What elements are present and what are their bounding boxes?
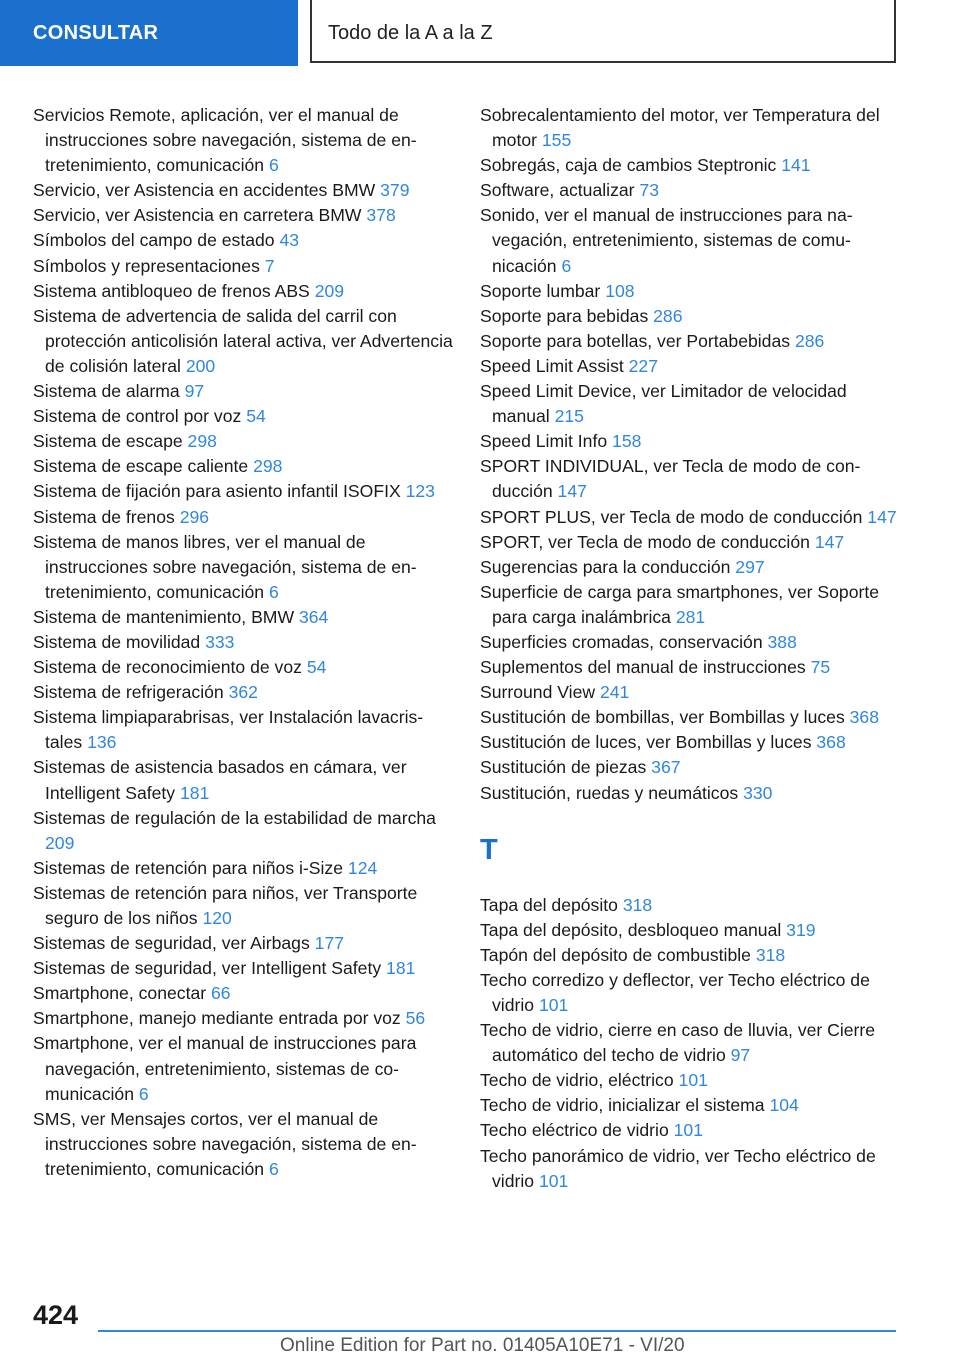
index-page-link[interactable]: 333: [205, 631, 235, 652]
index-entry-text: Techo eléctrico de vidrio: [480, 1120, 669, 1141]
index-page-link[interactable]: 286: [653, 305, 683, 326]
index-entry: [33, 530, 453, 605]
index-entry-text: Techo panorámico de vidrio, ver Techo eléctrico de vidrio: [480, 1145, 876, 1191]
index-page-link[interactable]: 330: [743, 782, 773, 803]
index-page-link[interactable]: 281: [675, 606, 706, 627]
index-entry-text: Sistema de frenos: [33, 506, 175, 527]
index-entry: [480, 429, 900, 454]
index-page-link[interactable]: 6: [561, 255, 572, 276]
index-entry-text: Smartphone, manejo mediante entrada por voz: [33, 1008, 401, 1029]
index-page-link[interactable]: 177: [314, 933, 345, 954]
index-entry-text: Servicio, ver Asistencia en accidentes BMW: [33, 180, 376, 201]
index-entry-text: Sistema de manos libres, ver el manual de instrucciones sobre navegación, sistema de entretenimiento, comunicación: [33, 531, 417, 602]
index-letter-heading: T: [480, 833, 498, 866]
index-entry-text: Tapa del depósito, desbloqueo manual: [480, 919, 782, 940]
index-entry-text: Surround View: [480, 682, 596, 703]
index-page-link[interactable]: 101: [678, 1070, 708, 1091]
index-entry-text: Sobrecalentamiento del motor, ver Temperatura del motor: [480, 105, 880, 151]
index-entry: [480, 203, 900, 278]
index-page-link[interactable]: 6: [268, 581, 279, 602]
footer-edition: Online Edition for Part no. 01405A10E71 - VI/20: [280, 1335, 685, 1356]
index-entry: [33, 279, 453, 304]
index-page-link[interactable]: 155: [541, 130, 572, 151]
index-entry-text: Sistemas de asistencia basados en cámara, ver Intelligent Safety: [33, 757, 407, 803]
index-entry: [33, 304, 453, 379]
index-entry: [480, 279, 900, 304]
index-entry: [480, 918, 900, 943]
index-page-link[interactable]: 7: [264, 255, 275, 276]
index-entry-text: Sugerencias para la conducción: [480, 556, 731, 577]
index-entry: [480, 454, 900, 504]
index-entry: [33, 881, 453, 931]
index-entry-text: Soporte para bebidas: [480, 305, 649, 326]
index-entry-text: Sistema de control por voz: [33, 406, 242, 427]
index-entry-text: Soporte para botellas, ver Portabebidas: [480, 330, 791, 351]
index-page-link[interactable]: 209: [314, 280, 345, 301]
index-page-link[interactable]: 298: [253, 456, 283, 477]
index-page-link[interactable]: 298: [187, 431, 217, 452]
index-entry-text: Superficies cromadas, conservación: [480, 631, 763, 652]
index-page-link[interactable]: 215: [554, 406, 584, 427]
index-page-link[interactable]: 318: [755, 944, 786, 965]
index-entry-text: Techo corredizo y deflector, ver Techo eléctrico de vidrio: [480, 969, 870, 1015]
index-entry-text: Sistemas de retención para niños i-Size: [33, 857, 344, 878]
index-page-link[interactable]: 181: [386, 958, 416, 979]
index-page-link[interactable]: 97: [184, 381, 205, 402]
index-page-link[interactable]: 241: [599, 682, 630, 703]
index-entry-text: SPORT PLUS, ver Tecla de modo de conducción: [480, 506, 863, 527]
index-page-link[interactable]: 108: [605, 280, 635, 301]
index-entry: [33, 655, 453, 680]
index-page-link[interactable]: 6: [268, 155, 279, 176]
index-entry: [480, 1144, 900, 1194]
index-entry: [33, 1006, 453, 1031]
index-entry: [33, 1107, 453, 1182]
index-entry: [33, 178, 453, 203]
index-entry: [33, 429, 453, 454]
index-page-link[interactable]: 368: [816, 732, 846, 753]
index-entry: [480, 755, 900, 780]
index-entry: [33, 1031, 453, 1106]
index-entry: [480, 580, 900, 630]
index-entry: [33, 228, 453, 253]
index-entry-text: Sistema antibloqueo de frenos ABS: [33, 280, 310, 301]
index-entry: [480, 304, 900, 329]
index-entry-text: Sustitución de piezas: [480, 757, 647, 778]
index-entry: [480, 354, 900, 379]
index-entry-text: SPORT, ver Tecla de modo de conducción: [480, 531, 810, 552]
index-page-link[interactable]: 147: [814, 531, 845, 552]
index-entry: [480, 153, 900, 178]
index-page-link[interactable]: 73: [639, 180, 659, 201]
index-entry: [480, 730, 900, 755]
index-page-link[interactable]: 364: [298, 606, 329, 627]
index-page-link[interactable]: 200: [185, 355, 216, 376]
index-page-link[interactable]: 6: [138, 1083, 149, 1104]
index-entry-text: Superficie de carga para smartphones, ver Soporte para carga inalámbrica: [480, 581, 880, 627]
index-column-left: [33, 103, 453, 1182]
index-entry-text: Servicio, ver Asistencia en carretera BMW: [33, 205, 362, 226]
index-entry: [480, 329, 900, 354]
index-column-right: [480, 103, 900, 1194]
index-entry-text: Tapón del depósito de combustible: [480, 944, 751, 965]
index-entry: [33, 454, 453, 479]
index-entry: [33, 605, 453, 630]
index-page-link[interactable]: 388: [767, 631, 797, 652]
index-entry-text: Servicios Remote, aplicación, ver el manual de instrucciones sobre navegación, sistema de entretenimiento, comunicación: [33, 105, 417, 176]
index-entry: [33, 203, 453, 228]
index-page-link[interactable]: 120: [202, 908, 232, 928]
index-entry: [480, 1018, 900, 1068]
index-entry: [33, 680, 453, 705]
section-title: Todo de la A a la Z: [310, 0, 896, 63]
index-entry: [480, 530, 900, 555]
index-entry: [480, 705, 900, 730]
index-page-link[interactable]: 123: [405, 481, 435, 502]
index-page-link[interactable]: 66: [211, 983, 231, 1004]
index-entry-text: Sistema de fijación para asiento infantil ISOFIX: [33, 481, 401, 502]
index-entry: [480, 680, 900, 705]
index-page-link[interactable]: 54: [306, 657, 327, 678]
index-page-link[interactable]: 209: [45, 832, 75, 853]
index-entry: [480, 1068, 900, 1093]
index-entry: [480, 1093, 900, 1118]
index-entry-text: Sustitución de luces, ver Bombillas y luces: [480, 732, 812, 753]
index-page-link[interactable]: 101: [538, 1170, 569, 1191]
index-entry-text: SPORT INDIVIDUAL, ver Tecla de modo de conducción: [480, 456, 861, 502]
index-entry: [33, 981, 453, 1006]
footer-divider: [98, 1330, 896, 1332]
index-entry-text: Sistema de advertencia de salida del carril con protección anticolisión lateral activa, ver Advertencia de colisión lateral: [33, 305, 453, 376]
index-page-link[interactable]: 318: [622, 894, 653, 915]
index-entry-text: Sistema de reconocimiento de voz: [33, 657, 302, 678]
index-entry-text: Sistema de movilidad: [33, 631, 201, 652]
index-entry-text: Sobregás, caja de cambios Steptronic: [480, 155, 777, 176]
index-page-link[interactable]: 147: [867, 506, 897, 527]
index-page-link[interactable]: 56: [405, 1008, 426, 1029]
index-entry-text: Soporte lumbar: [480, 280, 601, 301]
index-entry: [33, 806, 453, 856]
index-entry: [33, 956, 453, 981]
index-entry-text: Símbolos y representaciones: [33, 255, 260, 276]
index-page-link[interactable]: 54: [246, 406, 266, 427]
index-entry-text: Smartphone, conectar: [33, 983, 207, 1004]
index-page-link[interactable]: 367: [651, 757, 681, 778]
index-entry: [480, 630, 900, 655]
index-entry-text: Sistemas de seguridad, ver Airbags: [33, 933, 310, 954]
index-page-link[interactable]: 158: [612, 431, 642, 452]
index-entry: [480, 968, 900, 1018]
index-page-link[interactable]: 368: [849, 707, 879, 728]
index-entry-text: Software, actualizar: [480, 180, 635, 201]
index-page-link[interactable]: 379: [380, 180, 410, 201]
index-entry-text: Sistema limpiaparabrisas, ver Instalación lavacristales: [33, 707, 424, 753]
index-entry: [33, 856, 453, 881]
index-entry: [33, 931, 453, 956]
index-page-link[interactable]: 97: [730, 1045, 751, 1066]
index-entry: [480, 1118, 900, 1143]
index-entry-text: Símbolos del campo de estado: [33, 230, 275, 251]
page-header: [0, 0, 960, 66]
index-entry-text: Sistemas de retención para niños, ver Transporte seguro de los niños: [33, 882, 418, 928]
index-page-link[interactable]: 101: [673, 1120, 703, 1141]
index-entry-text: Sistemas de seguridad, ver Intelligent Safety: [33, 958, 382, 979]
index-entry: [33, 479, 453, 504]
index-entry-text: Speed Limit Device, ver Limitador de velocidad manual: [480, 381, 847, 427]
index-page-link[interactable]: 296: [179, 506, 210, 527]
index-entry-text: Speed Limit Assist: [480, 355, 624, 376]
section-tab-consultar[interactable]: CONSULTAR: [0, 0, 298, 66]
index-entry-text: Sistema de refrigeración: [33, 682, 224, 703]
index-page-link[interactable]: 136: [87, 732, 117, 753]
index-entry: [480, 555, 900, 580]
index-page-link[interactable]: 227: [628, 355, 658, 376]
index-page-link[interactable]: 147: [557, 481, 587, 502]
index-entry: [33, 103, 453, 178]
index-page-link[interactable]: 286: [794, 330, 825, 351]
index-entry-text: Smartphone, ver el manual de instrucciones para navegación, entretenimiento, sistemas de comunicación: [33, 1033, 417, 1104]
index-entry-text: Speed Limit Info: [480, 431, 608, 452]
index-page-link[interactable]: 43: [279, 230, 300, 251]
index-page-link[interactable]: 104: [769, 1095, 799, 1116]
index-page-link[interactable]: 297: [735, 556, 765, 577]
index-entry: [480, 781, 900, 806]
index-entry-text: Sonido, ver el manual de instrucciones para navegación, entretenimiento, sistemas de comunicación: [480, 205, 853, 276]
index-entry-text: Sistema de mantenimiento, BMW: [33, 606, 295, 627]
index-page-link[interactable]: 362: [228, 682, 258, 703]
index-entry: [33, 254, 453, 279]
index-page-link[interactable]: 378: [366, 205, 396, 226]
index-page-link[interactable]: 124: [347, 857, 378, 878]
index-entry-text: Tapa del depósito: [480, 894, 618, 915]
index-entry: [480, 103, 900, 153]
index-entry-text: Sistemas de regulación de la estabilidad de marcha: [33, 807, 436, 828]
index-entry-text: Techo de vidrio, eléctrico: [480, 1070, 674, 1091]
index-page-link[interactable]: 319: [786, 919, 816, 940]
index-entry-text: Sustitución, ruedas y neumáticos: [480, 782, 739, 803]
index-entry: [33, 505, 453, 530]
page-number: 424: [33, 1300, 79, 1330]
index-entry: [33, 630, 453, 655]
index-entry: [480, 943, 900, 968]
index-entry-text: Techo de vidrio, cierre en caso de lluvia, ver Cierre automático del techo de vidrio: [480, 1020, 876, 1066]
index-page-link[interactable]: 101: [538, 995, 569, 1015]
index-entry-text: Suplementos del manual de instrucciones: [480, 657, 806, 678]
index-entry-text: SMS, ver Mensajes cortos, ver el manual de instrucciones sobre navegación, sistema de entretenimiento, comunicación: [33, 1108, 417, 1179]
index-page-link[interactable]: 141: [781, 155, 811, 176]
index-page-link[interactable]: 75: [810, 657, 831, 678]
index-entry: [480, 505, 900, 530]
index-entry-text: Sistema de escape caliente: [33, 456, 249, 477]
index-page-link[interactable]: 6: [268, 1158, 279, 1179]
index-entry: [33, 379, 453, 404]
index-entry: [33, 705, 453, 755]
index-entry-text: Sustitución de bombillas, ver Bombillas y luces: [480, 707, 845, 728]
index-entry: [33, 404, 453, 429]
index-entry: [480, 655, 900, 680]
index-entry: [480, 893, 900, 918]
index-entry: [33, 755, 453, 805]
index-entry: [480, 379, 900, 429]
index-entry-text: Techo de vidrio, inicializar el sistema: [480, 1095, 765, 1116]
index-page-link[interactable]: 181: [179, 782, 210, 803]
index-entry-text: Sistema de alarma: [33, 381, 180, 402]
index-entry-text: Sistema de escape: [33, 431, 183, 452]
index-entry: [480, 178, 900, 203]
